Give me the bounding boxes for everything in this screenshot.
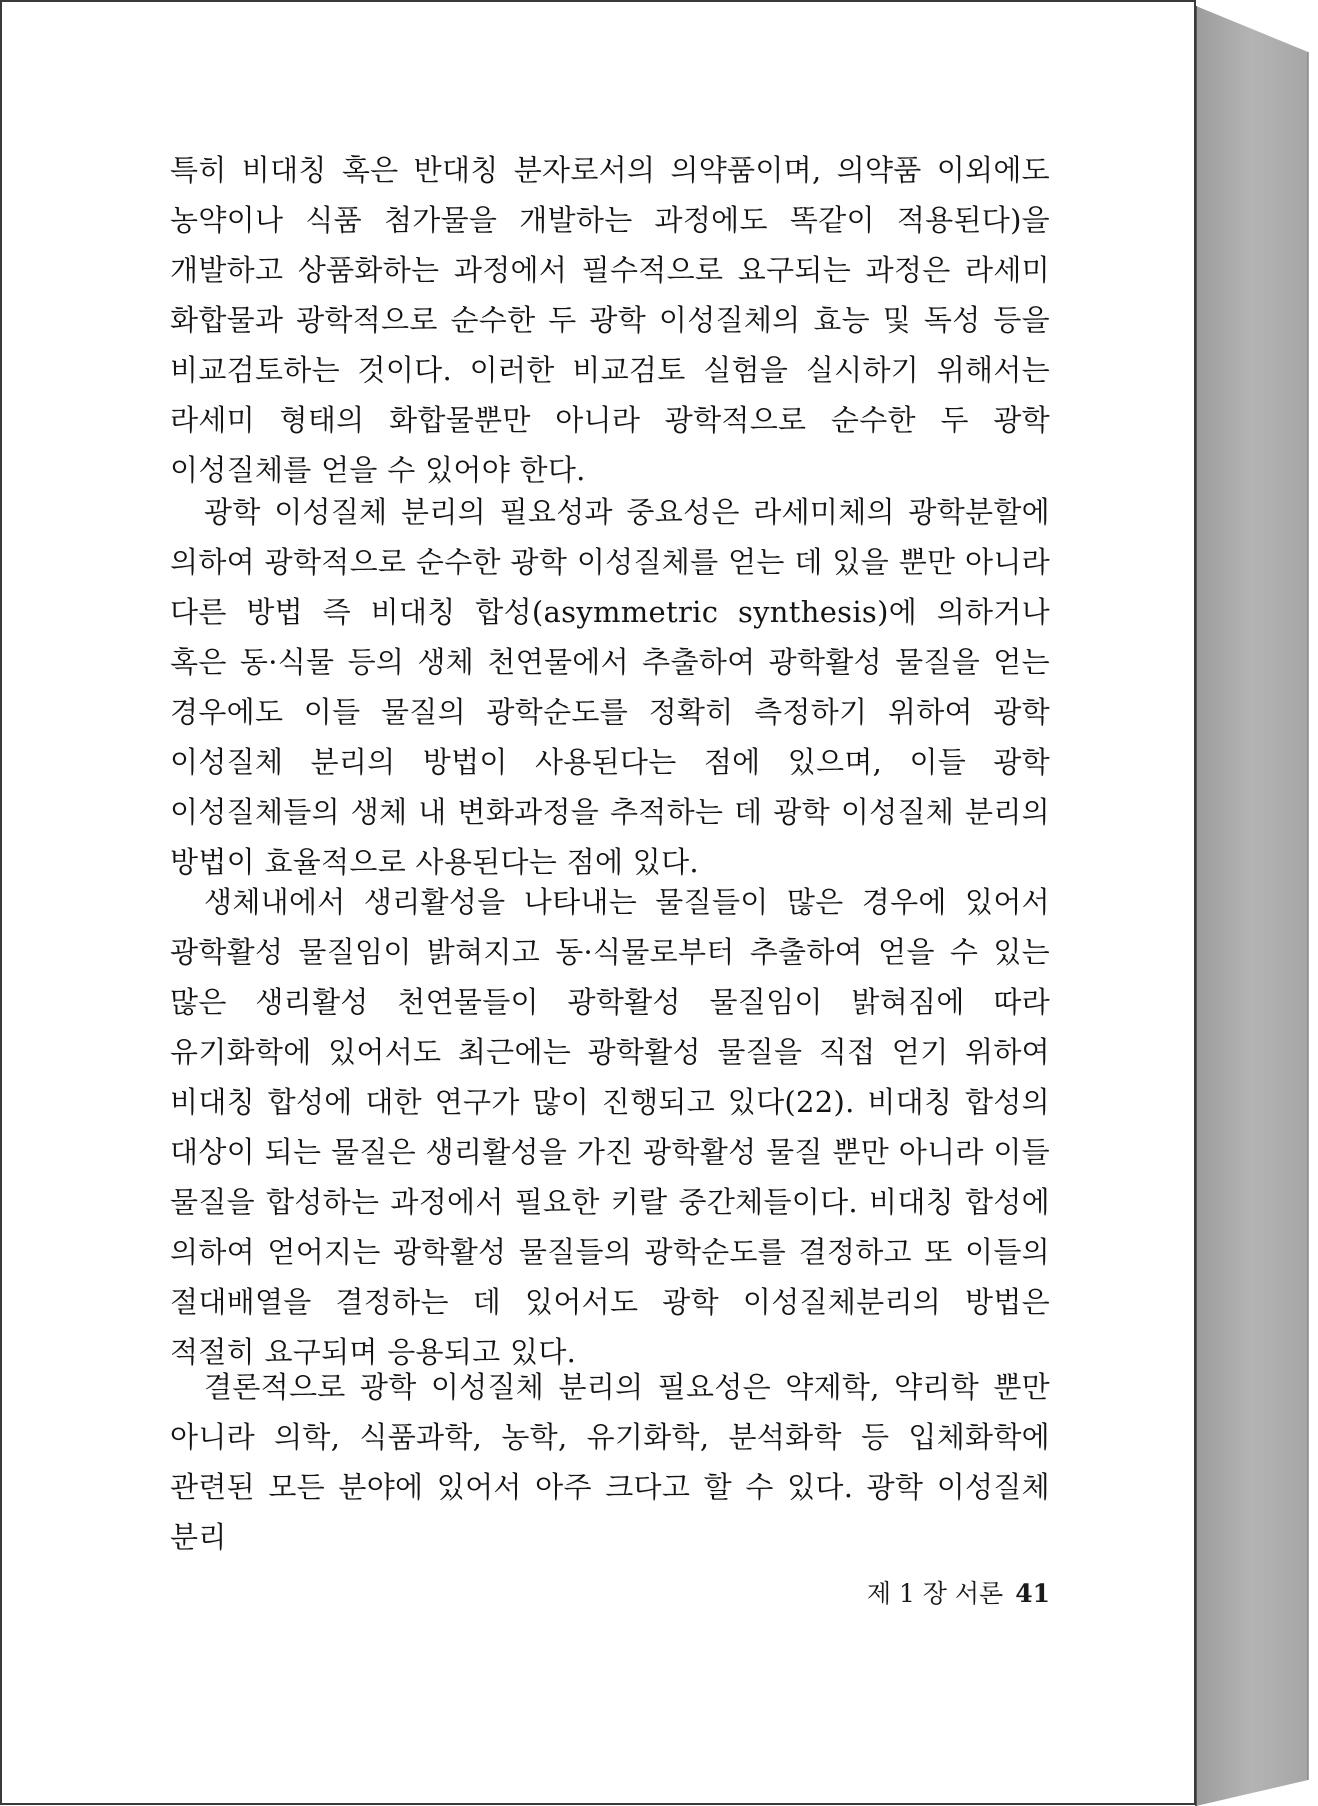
page-footer xyxy=(840,1574,1050,1610)
book-side xyxy=(1196,6,1308,1806)
page-number: 41 xyxy=(1015,1579,1050,1608)
paragraph-4: 결론적으로 광학 이성질체 분리의 필요성은 약제학, 약리학 뿐만 아니라 의학, 식품과학, 농학, 유기화학, 분석화학 등 입체화학에 관련된 모든 분야에 있어서 아주 크다고 할 수 있다. 광학 이성질체 분리 xyxy=(170,1370,1050,1554)
paragraph-2: 광학 이성질체 분리의 필요성과 중요성은 라세미체의 광학분할에 의하여 광학적으로 순수한 광학 이성질체를 얻는 데 있을 뿐만 아니라 다른 방법 즉 비대칭 합성(asymmetric synthesis)에 의하거나 혹은 동·식물 등의 생체 천연물에서 추출하여 광학활성 물질을 얻는 경우에도 이들 물질의 광학순도를 정확히 측정하기 위하여 광학 이성질체 분리의 방법이 사용된다는 점에 있으며, 이들 광학 이성질체들의 생체 내 변화과정을 추적하는 데 광학 이성질체 분리의 방법이 효율적으로 사용된다는 점에 있다. xyxy=(170,495,1050,879)
paragraph-1: 특히 비대칭 혹은 반대칭 분자로서의 의약품이며, 의약품 이외에도 농약이나 식품 첨가물을 개발하는 과정에도 똑같이 적용된다)을 개발하고 상품화하는 과정에서 필수적으로 요구되는 과정은 라세미 화합물과 광학적으로 순수한 두 광학 이성질체의 효능 및 독성 등을 비교검토하는 것이다. 이러한 비교검토 실험을 실시하기 위해서는 라세미 형태의 화합물뿐만 아니라 광학적으로 순수한 두 광학 이성질체를 얻을 수 있어야 한다. xyxy=(170,153,1050,487)
paragraph-3: 생체내에서 생리활성을 나타내는 물질들이 많은 경우에 있어서 광학활성 물질임이 밝혀지고 동·식물로부터 추출하여 얻을 수 있는 많은 생리활성 천연물들이 광학활성 물질임이 밝혀짐에 따라 유기화학에 있어서도 최근에는 광학활성 물질을 직접 얻기 위하여 비대칭 합성에 대한 연구가 많이 진행되고 있다(22). 비대칭 합성의 대상이 되는 물질은 생리활성을 가진 광학활성 물질 뿐만 아니라 이들 물질을 합성하는 과정에서 필요한 키랄 중간체들이다. 비대칭 합성에 의하여 얻어지는 광학활성 물질들의 광학순도를 결정하고 또 이들의 절대배열을 결정하는 데 있어서도 광학 이성질체분리의 방법은 적절히 요구되며 응용되고 있다. xyxy=(170,885,1050,1369)
chapter-label: 제 1 장 서론 xyxy=(866,1579,1004,1608)
